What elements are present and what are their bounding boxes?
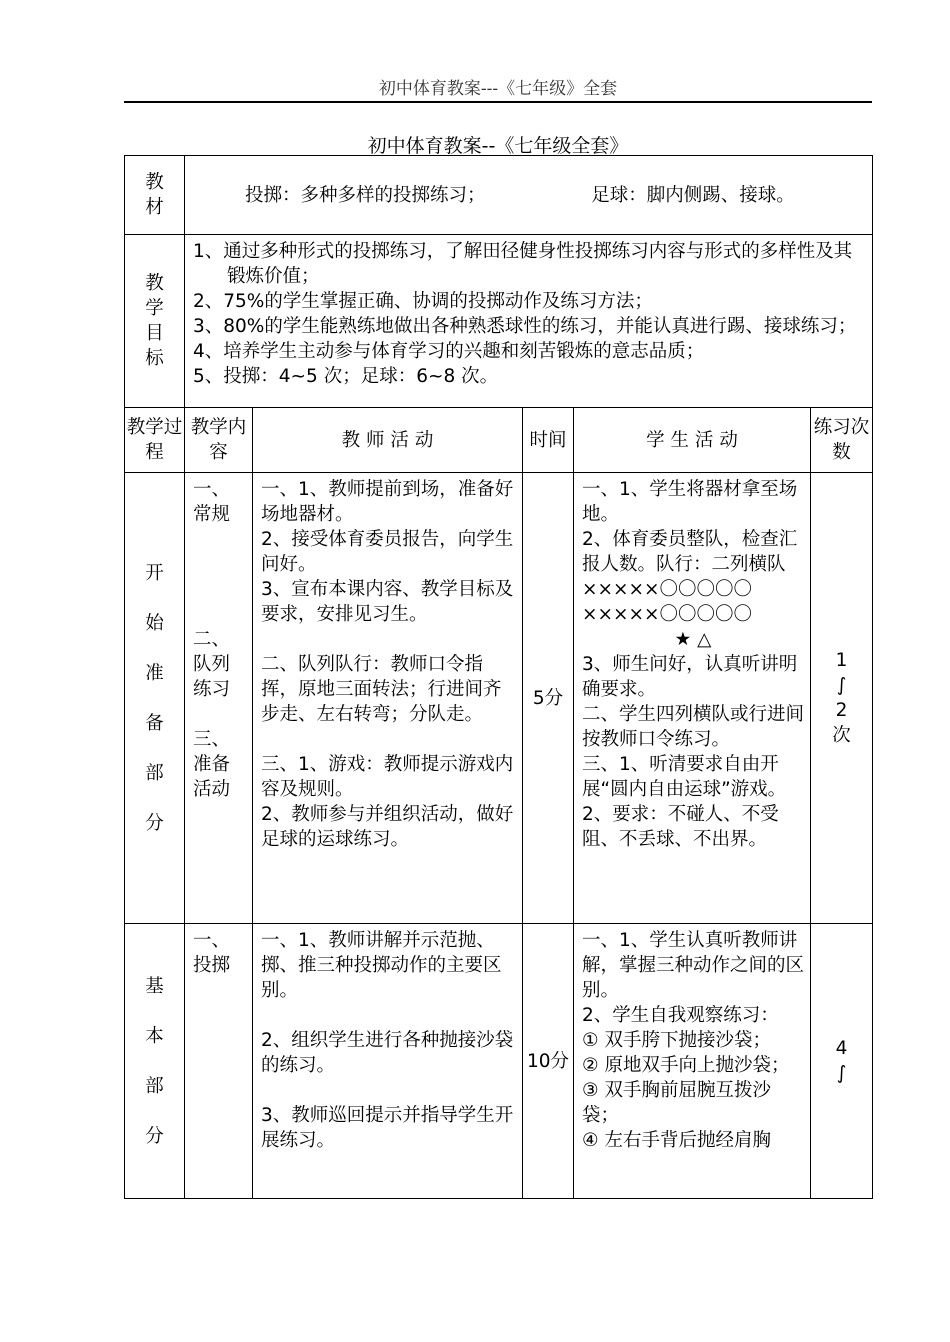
- student-step: 二、学生四列横队或行进间按教师口令练习。: [582, 704, 805, 750]
- document-title: 初中体育教案--《七年级全套》: [367, 135, 629, 157]
- content-item: 一、投掷: [193, 930, 231, 976]
- main-student-activity: [574, 924, 811, 1199]
- warmup-section-row: [125, 473, 873, 924]
- label-char: 教: [145, 172, 164, 193]
- main-teacher-activity: [253, 924, 523, 1199]
- teacher-step: 3、宣布本课内容、教学目标及要求，安排见习生。: [261, 579, 514, 625]
- teacher-step: 一、1、教师讲解并示范抛、掷、推三种投掷动作的主要区别。: [261, 930, 502, 1001]
- main-reps: 4 ∫: [811, 924, 873, 1199]
- label-char: 分: [145, 812, 164, 834]
- label-char: 分: [145, 1125, 164, 1147]
- formation-markers: ★ △: [674, 629, 712, 650]
- material-item-throw: 投掷：多种多样的投掷练习；: [245, 184, 486, 206]
- warmup-teacher-activity: [253, 473, 523, 924]
- warmup-time: 5分: [523, 473, 574, 924]
- header-divider: [124, 101, 872, 103]
- student-step: 3、师生问好，认真听讲明确要求。: [582, 654, 798, 700]
- label-char: 基: [145, 975, 164, 997]
- formation-row: ×××××〇〇〇〇〇: [582, 604, 753, 625]
- material-item-football: 足球：脚内侧踢、接球。: [591, 184, 795, 206]
- objective-item: 3、80%的学生能熟练地做出各种熟悉球性的练习，并能认真进行踢、接球练习；: [193, 316, 857, 337]
- main-section-row: [125, 924, 873, 1199]
- objective-item: 4、培养学生主动参与体育学习的兴趣和刻苦锻炼的意志品质；: [193, 341, 705, 362]
- objective-item: 2、75%的学生掌握正确、协调的投掷动作及练习方法；: [193, 291, 653, 312]
- label-char: 教: [145, 273, 164, 294]
- col-header-reps: 练习次数: [811, 408, 873, 473]
- col-header-process: 教学过程: [125, 408, 185, 473]
- column-header-row: [125, 408, 873, 473]
- warmup-section-label: [125, 473, 185, 924]
- label-char: 开: [145, 562, 164, 584]
- content-item: 二、队列练习: [193, 629, 231, 700]
- main-content: [185, 924, 253, 1199]
- objectives-content: [185, 235, 873, 408]
- main-section-label: [125, 924, 185, 1199]
- material-row: [125, 156, 873, 235]
- page-header: 初中体育教案---《七年级》全套: [378, 79, 618, 99]
- objective-item: 5、投掷：4~5 次；足球：6~8 次。: [193, 366, 499, 387]
- content-item: 三、准备活动: [193, 729, 231, 800]
- student-step: 一、1、学生将器材拿至场地。: [582, 479, 798, 525]
- label-char: 材: [145, 197, 164, 218]
- label-char: 学: [145, 298, 164, 319]
- material-label: [125, 156, 185, 235]
- label-char: 准: [145, 662, 164, 684]
- col-header-content: 教学内容: [185, 408, 253, 473]
- student-step: ③ 双手胸前屈腕互拨沙袋；: [582, 1080, 771, 1126]
- label-char: 始: [145, 612, 164, 634]
- lesson-plan-table: [124, 155, 873, 1199]
- student-step: 三、1、听清要求自由开展“圆内自由运球”游戏。: [582, 754, 787, 800]
- teacher-step: 三、1、游戏：教师提示游戏内容及规则。: [261, 754, 514, 800]
- label-char: 目: [145, 323, 164, 344]
- label-char: 标: [145, 348, 164, 369]
- teacher-step: 3、教师巡回提示并指导学生开展练习。: [261, 1105, 514, 1151]
- teacher-step: 一、1、教师提前到场，准备好场地器材。: [261, 479, 514, 525]
- label-char: 本: [145, 1025, 164, 1047]
- label-char: 部: [145, 762, 164, 784]
- teacher-step: 二、队列队行：教师口令指挥，原地三面转法；行进间齐步走、左右转弯；分队走。: [261, 654, 502, 725]
- warmup-reps: 1 ∫ 2 次: [811, 473, 873, 924]
- warmup-student-activity: [574, 473, 811, 924]
- student-step: ② 原地双手向上抛沙袋；: [582, 1055, 790, 1076]
- student-step: 2、要求：不碰人、不受阻、不丢球、不出界。: [582, 804, 779, 850]
- main-time: 10分: [523, 924, 574, 1199]
- objective-item: 1、通过多种形式的投掷练习，了解田径健身性投掷练习内容与形式的多样性及其锻炼价值；: [193, 241, 853, 287]
- student-step: ④ 左右手背后抛经肩胸: [582, 1130, 771, 1151]
- student-step: ① 双手胯下抛接沙袋；: [582, 1030, 771, 1051]
- student-step: 一、1、学生认真听教师讲解，掌握三种动作之间的区别。: [582, 930, 805, 1001]
- student-step: 2、体育委员整队，检查汇报人数。队行：二列横队: [582, 529, 798, 575]
- col-header-teacher: 教 师 活 动: [253, 408, 523, 473]
- col-header-student: 学 生 活 动: [574, 408, 811, 473]
- warmup-content: [185, 473, 253, 924]
- label-char: 部: [145, 1075, 164, 1097]
- teacher-step: 2、组织学生进行各种抛接沙袋的练习。: [261, 1030, 514, 1076]
- teacher-step: 2、教师参与并组织活动，做好足球的运球练习。: [261, 804, 514, 850]
- objectives-row: [125, 235, 873, 408]
- col-header-time: 时间: [523, 408, 574, 473]
- content-item: 一、常规: [193, 479, 231, 525]
- formation-row: ×××××〇〇〇〇〇: [582, 579, 753, 600]
- teacher-step: 2、接受体育委员报告，向学生问好。: [261, 529, 514, 575]
- student-step: 2、学生自我观察练习：: [582, 1005, 779, 1026]
- material-content: [185, 156, 873, 235]
- objectives-label: [125, 235, 185, 408]
- label-char: 备: [145, 712, 164, 734]
